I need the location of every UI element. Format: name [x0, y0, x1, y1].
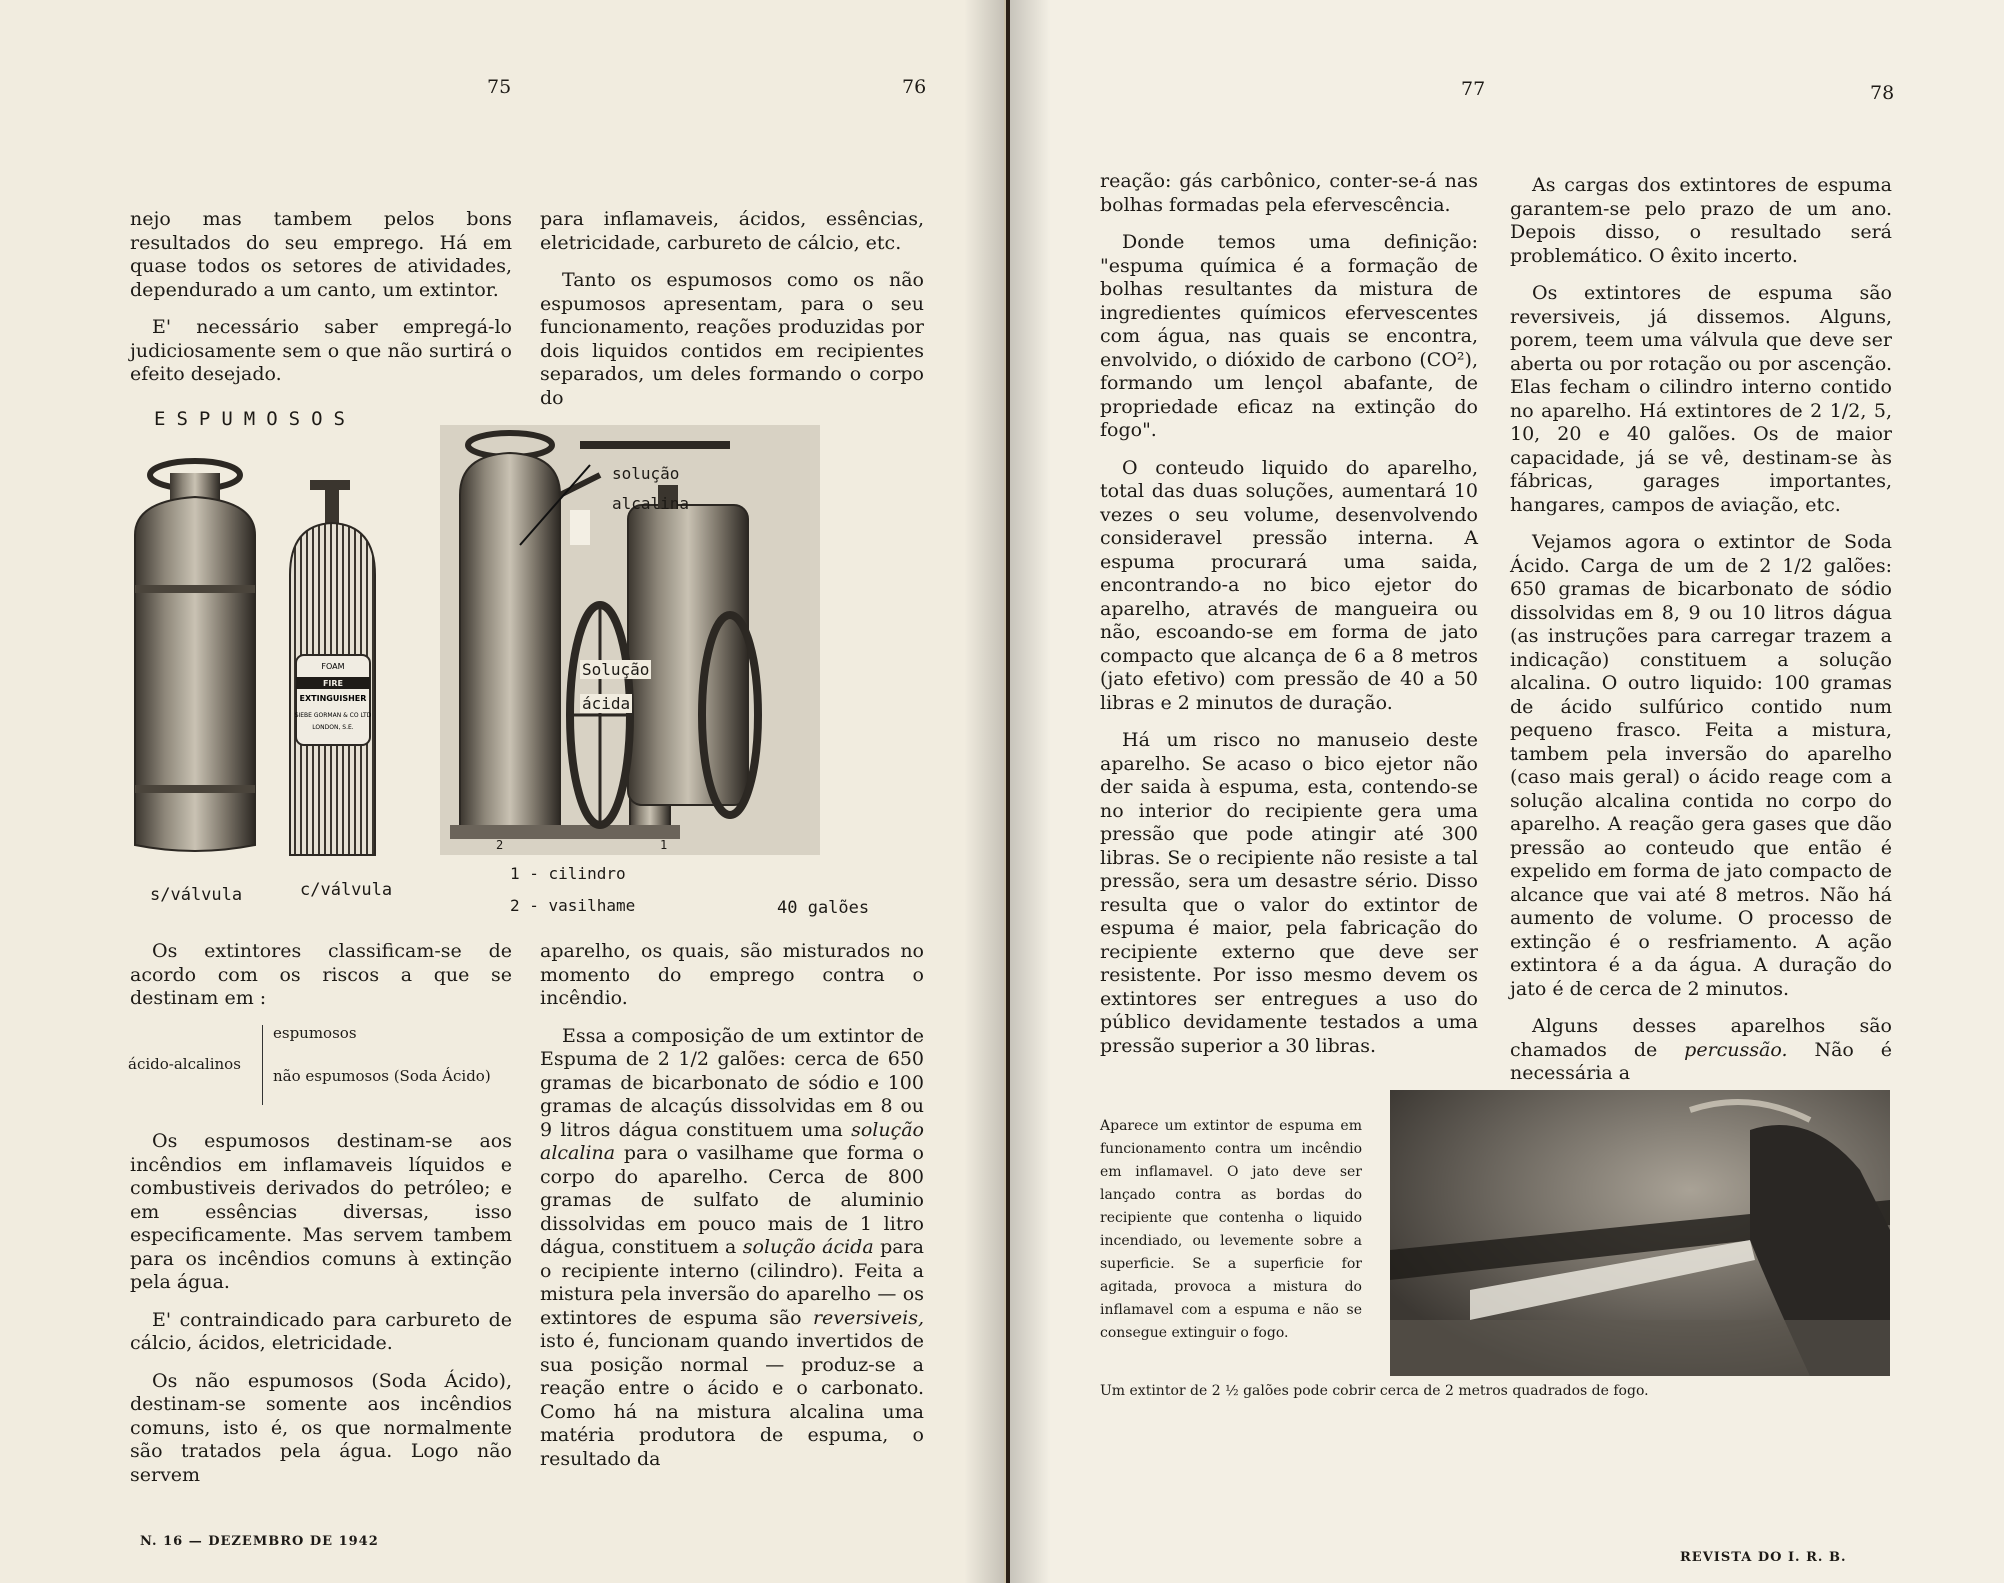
label-number-1: 1 [660, 838, 668, 852]
italic-term: percussão. [1684, 1038, 1788, 1061]
right-col1 [1100, 170, 1478, 1072]
paragraph: aparelho, os quais, são misturados no momento do emprego contra o incêndio. [540, 940, 924, 1009]
right-page [1010, 0, 2004, 1583]
label-solucao-acida-line1: Solução [582, 660, 650, 679]
label-40-galoes: 40 galões [777, 898, 870, 918]
classification-root: ácido-alcalinos [128, 1055, 241, 1073]
photo-illustration [1390, 1090, 1890, 1376]
right-col2 [1510, 174, 1892, 1100]
col1-bottom-intro [130, 940, 512, 1025]
extinguishers-figure [120, 425, 930, 895]
legend-vasilhame: 2 - vasilhame [510, 896, 636, 915]
footer-issue: N. 16 — DEZEMBRO DE 1942 [140, 1534, 379, 1549]
plate-line: SIEBE GORMAN & CO LTD [294, 712, 372, 719]
label-solucao-alcalina-line1: solução [612, 464, 680, 483]
col2-top [540, 208, 924, 424]
page-number-75: 75 [487, 76, 512, 98]
italic-term: solução ácida [742, 1236, 874, 1258]
paragraph: Donde temos uma definição: "espuma química é a formação de bolhas resultantes da mistura de ingredientes químicos efervescentes com água, nas quais se encontra, envolvido, o dióxido de carbono (CO²), formando um lençol abafante, de propriedade eficaz na extinção do fogo". [1100, 231, 1478, 441]
label-number-2: 2 [496, 838, 504, 852]
paragraph: Vejamos agora o extintor de Soda Ácido. Carga de um de 2 1/2 galões: 650 gramas de bicarbonato de sódio dissolvidas em 8, 9 ou 10 litros dágua (as instruções para carregar trazem a indicação) constituem a solução alcalina. O outro liquido: 100 gramas de ácido sulfúrico contido num pequeno frasco. Feita a mistura, tambem pela inversão do aparelho (caso mais geral) o ácido reage com a solução alcalina contida no corpo do aparelho. A reação gera gases que dão pressão ao conteudo que então é expelido em forma de jato compacto de alcance que vai até 8 metros. Não há aumento de volume. O processo de extinção é o resfriamento. A ação extintora é a da água. A duração do jato é de cerca de 2 minutos. [1510, 531, 1892, 1000]
paragraph: As cargas dos extintores de espuma garantem-se pelo prazo de um ano. Depois disso, o resultado será problemático. O êxito incerto. [1510, 174, 1892, 267]
label-com-valvula: c/válvula [300, 880, 393, 900]
paragraph: Há um risco no manuseio deste aparelho. Se acaso o bico ejetor não der saida à espuma, esta, contendo-se no interior do recipiente gera uma pressão que pode atingir até 300 libras. Se o recipiente não resiste a tal pressão, sera um desastre sério. Disso resulta que o valor do extintor de espuma é maior, pela fabricação do recipiente externo que deve ser resistente. Por isso mesmo devem os extintores ser entregues a uso do público devidamente testados a uma pressão superior a 30 libras. [1100, 729, 1478, 1057]
fire-extinguisher-photo [1390, 1090, 1890, 1376]
paragraph [540, 1025, 924, 1472]
text-run: para o recipiente interno (cilindro). Feita a mistura pela inversão do aparelho — os extintores de espuma são [540, 1236, 924, 1329]
label-solucao-alcalina-line2: alcalina [612, 494, 690, 513]
text-run: Essa a composição de um extintor de Espuma de 2 1/2 galões: cerca de 650 gramas de bicarbonato de sódio e 100 gramas de alcaçús dissolvidas em 8 ou 9 litros dágua constituem uma [540, 1024, 924, 1141]
paragraph: Tanto os espumosos como os não espumosos apresentam, para o seu funcionamento, reações produzidas por dois liquidos contidos em recipientes separados, um deles formando o corpo do [540, 269, 924, 409]
paragraph: Os extintores classificam-se de acordo com os riscos a que se destinam em : [130, 940, 512, 1009]
footer-journal: REVISTA DO I. R. B. [1680, 1550, 1847, 1565]
photo-caption-note: Um extintor de 2 ½ galões pode cobrir cerca de 2 metros quadrados de fogo. [1100, 1383, 1649, 1399]
paragraph [1510, 1015, 1892, 1086]
page-number-78: 78 [1870, 82, 1895, 104]
italic-term: solução alcalina [540, 1118, 924, 1164]
col2-bottom [540, 940, 924, 1485]
paragraph: para inflamaveis, ácidos, essências, eletricidade, carbureto de cálcio, etc. [540, 208, 924, 254]
plate-line: LONDON, S.E. [312, 724, 354, 731]
plate-line: FOAM [321, 662, 345, 671]
paragraph: reação: gás carbônico, conter-se-á nas bolhas formadas pela efervescência. [1100, 170, 1478, 216]
page-number-76: 76 [902, 76, 927, 98]
italic-term: reversiveis, [812, 1306, 924, 1329]
spine-shadow [1010, 0, 1050, 1583]
label-sem-valvula: s/válvula [150, 885, 243, 905]
classification-nao-espumosos: não espumosos (Soda Ácido) [273, 1067, 491, 1085]
paragraph: nejo mas tambem pelos bons resultados do seu emprego. Há em quase todos os setores de atividades, dependurado a um canto, um extintor. [130, 208, 512, 301]
col1-bottom [130, 1130, 512, 1501]
paragraph: E' necessário saber empregá-lo judiciosamente sem o que não surtirá o efeito desejado. [130, 316, 512, 385]
section-heading-espumosos: ESPUMOSOS [154, 408, 356, 430]
plate-line: EXTINGUISHER [299, 694, 367, 703]
plate-line: FIRE [322, 679, 344, 688]
label-solucao-acida-line2: ácida [582, 694, 631, 713]
spine-shadow [964, 0, 1004, 1583]
text-run: Alguns desses aparelhos são chamados de [1510, 1015, 1892, 1061]
col1-top [130, 208, 512, 401]
legend-cilindro: 1 - cilindro [510, 864, 626, 883]
classification-brace [262, 1025, 263, 1105]
text-run: Não é necessária a [1510, 1038, 1893, 1084]
photo-caption: Aparece um extintor de espuma em funcionamento contra um incêndio em inflamavel. O jato deve ser lançado contra as bordas do recipiente que contenha o liquido incendiado, ou levemente sobre a superficie. Se a superficie for agitada, provoca a mistura do inflamavel com a espuma e não se consegue extinguir o fogo. [1100, 1118, 1362, 1341]
paragraph: Os extintores de espuma são reversiveis, já dissemos. Alguns, porem, teem uma válvula que deve ser aberta ou por rotação ou por ascenção. Elas fecham o cilindro interno contido no aparelho. Há extintores de 2 1/2, 5, 10, 20 e 40 galões. Os de maior capacidade, já se vê, destinam-se às fábricas, garages importantes, hangares, campos de aviação, etc. [1510, 282, 1892, 516]
classification-espumosos: espumosos [273, 1024, 357, 1042]
paragraph: O conteudo liquido do aparelho, total das duas soluções, aumentará 10 vezes o seu volume, desenvolvendo consideravel pressão interna. A espuma procurará uma saida, encontrando-a no bico ejetor do aparelho, através de mangueira ou não, escoando-se em forma de jato compacto que alcança de 6 a 8 metros (jato efetivo) com pressão de 40 a 50 libras e 2 minutos de duração. [1100, 456, 1478, 714]
paragraph: E' contraindicado para carbureto de cálcio, ácidos, eletricidade. [130, 1308, 512, 1354]
text-run: para o vasilhame que forma o corpo do aparelho. Cerca de 800 gramas de sulfato de aluminio dissolvidas em pouco mais de 1 litro dágua, constituem a [540, 1142, 924, 1258]
text-run: isto é, funcionam quando invertidos de sua posição normal — produz-se a reação entre o ácido e o carbonato. Como há na mistura alcalina uma matéria produtora de espuma, o resultado da [540, 1330, 924, 1470]
paragraph: Os não espumosos (Soda Ácido), destinam-se somente aos incêndios comuns, isto é, os que normalmente são tratados pela água. Logo não servem [130, 1369, 512, 1486]
page-number-77: 77 [1461, 78, 1486, 100]
paragraph: Os espumosos destinam-se aos incêndios em inflamaveis líquidos e combustiveis derivados do petróleo; e em essências diversas, isso especificamente. Mas servem tambem para os incêndios comuns à extinção pela água. [130, 1130, 512, 1293]
extinguisher-no-valve [135, 461, 255, 851]
